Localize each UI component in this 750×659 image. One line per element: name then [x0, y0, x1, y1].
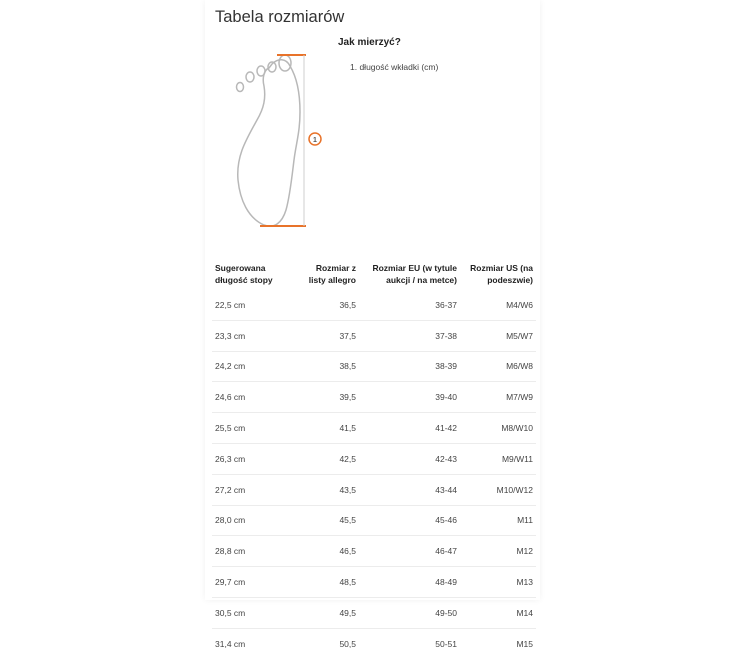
- eu-size-cell: 39-40: [359, 382, 460, 413]
- how-to-measure-heading: Jak mierzyć?: [338, 37, 401, 48]
- toe-fourth-icon: [246, 72, 254, 82]
- eu-size-cell: 38-39: [359, 351, 460, 382]
- eu-size-cell: 50-51: [359, 628, 460, 658]
- us-size-cell: M15: [460, 628, 536, 658]
- toe-big-icon: [279, 55, 291, 71]
- allegro-size-cell: 50,5: [288, 628, 359, 658]
- eu-size-cell: 36-37: [435, 299, 457, 310]
- foot-outline-icon: [238, 60, 300, 227]
- table-row: [212, 474, 536, 505]
- foot-length-cell: 25,5 cm: [212, 413, 288, 444]
- measure-steps-list: [350, 62, 438, 72]
- foot-length-cell: 28,8 cm: [212, 536, 288, 567]
- allegro-size-cell: 36,5: [339, 299, 356, 310]
- eu-size-cell: 41-42: [359, 413, 460, 444]
- foot-length-cell: 27,2 cm: [212, 474, 288, 505]
- us-size-cell: M14: [460, 597, 536, 628]
- table-row: [212, 597, 536, 628]
- measure-marker-label: 1: [313, 137, 317, 144]
- table-body: [212, 290, 536, 659]
- us-size-cell: M5/W7: [460, 320, 536, 351]
- table-header-row: [212, 259, 536, 290]
- allegro-size-cell: 41,5: [288, 413, 359, 444]
- table-row: [212, 443, 536, 474]
- column-header-allegro-size: Rozmiar z listy allegro: [308, 263, 356, 285]
- toe-little-icon: [237, 83, 244, 92]
- allegro-size-cell: 46,5: [288, 536, 359, 567]
- table-row: [212, 320, 536, 351]
- column-header-eu-size: Rozmiar EU (w tytule aukcji / na metce): [372, 263, 457, 285]
- foot-length-cell: 23,3 cm: [212, 320, 288, 351]
- eu-size-cell: 46-47: [359, 536, 460, 567]
- table-row: [212, 382, 536, 413]
- allegro-size-cell: 39,5: [288, 382, 359, 413]
- us-size-cell: M7/W9: [460, 382, 536, 413]
- table-row: [212, 351, 536, 382]
- eu-size-cell: 37-38: [359, 320, 460, 351]
- us-size-cell: M9/W11: [460, 443, 536, 474]
- foot-length-cell: 26,3 cm: [212, 443, 288, 474]
- table-row: [212, 628, 536, 658]
- allegro-size-cell: 49,5: [288, 597, 359, 628]
- table-row: [212, 567, 536, 598]
- measure-step: 1. długość wkładki (cm): [350, 62, 439, 72]
- allegro-size-cell: 38,5: [288, 351, 359, 382]
- foot-length-cell: 24,6 cm: [212, 382, 288, 413]
- us-size-cell: M12: [460, 536, 536, 567]
- foot-length-cell: 30,5 cm: [212, 597, 288, 628]
- column-header-us-size: Rozmiar US (na podeszwie): [470, 263, 533, 285]
- table-row: [212, 536, 536, 567]
- allegro-size-cell: 48,5: [288, 567, 359, 598]
- us-size-cell: M13: [460, 567, 536, 598]
- column-header-foot-length: Sugerowana długość stopy: [215, 263, 273, 285]
- foot-length-cell: 22,5 cm: [215, 299, 246, 310]
- foot-measure-diagram: [222, 48, 332, 233]
- toe-third-icon: [257, 66, 265, 76]
- eu-size-cell: 49-50: [359, 597, 460, 628]
- us-size-cell: M10/W12: [460, 474, 536, 505]
- us-size-cell: M4/W6: [506, 299, 533, 310]
- size-table: [212, 259, 536, 659]
- table-row: [212, 505, 536, 536]
- us-size-cell: M11: [460, 505, 536, 536]
- eu-size-cell: 43-44: [359, 474, 460, 505]
- allegro-size-cell: 37,5: [288, 320, 359, 351]
- eu-size-cell: 42-43: [359, 443, 460, 474]
- eu-size-cell: 45-46: [359, 505, 460, 536]
- allegro-size-cell: 43,5: [288, 474, 359, 505]
- foot-length-cell: 29,7 cm: [212, 567, 288, 598]
- us-size-cell: M6/W8: [460, 351, 536, 382]
- us-size-cell: M8/W10: [460, 413, 536, 444]
- foot-length-cell: 24,2 cm: [212, 351, 288, 382]
- eu-size-cell: 48-49: [359, 567, 460, 598]
- allegro-size-cell: 42,5: [288, 443, 359, 474]
- allegro-size-cell: 45,5: [288, 505, 359, 536]
- table-row: [212, 413, 536, 444]
- foot-length-cell: 31,4 cm: [212, 628, 288, 658]
- foot-length-cell: 28,0 cm: [212, 505, 288, 536]
- page-title: Tabela rozmiarów: [215, 8, 345, 26]
- table-row: [212, 290, 536, 320]
